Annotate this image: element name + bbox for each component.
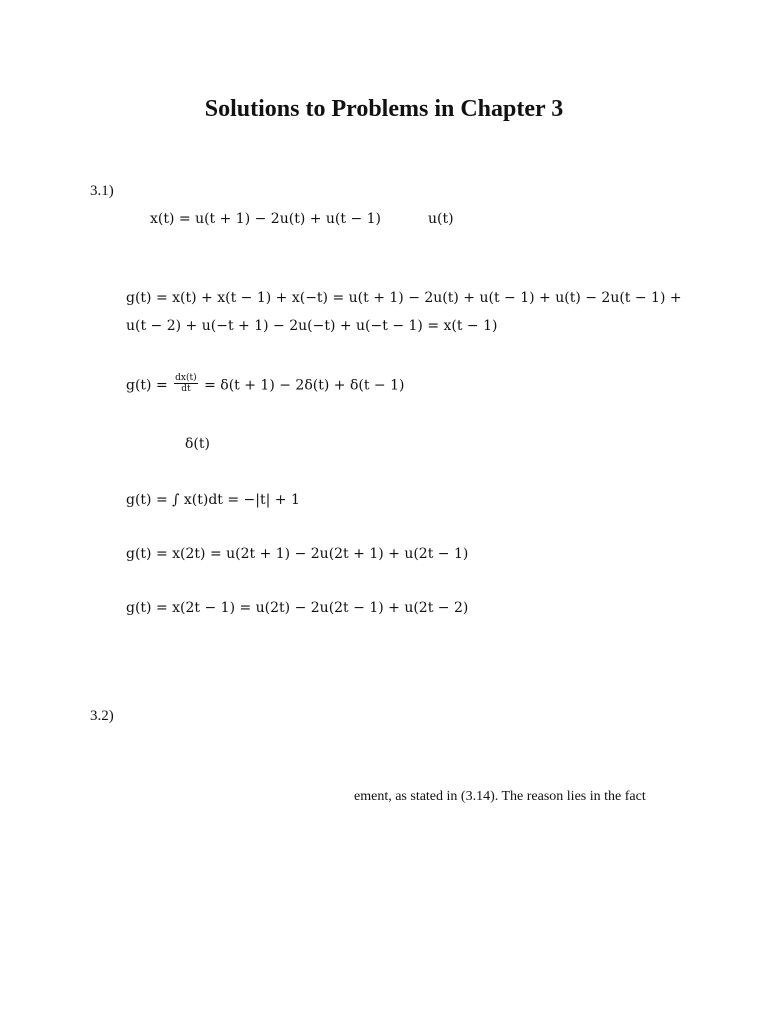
fraction-denominator: dt [181, 384, 191, 394]
derivative-rhs: = δ(t + 1) − 2δ(t) + δ(t − 1) [204, 377, 405, 394]
equation-time-scaling-shift: g(t) = x(2t − 1) = u(2t) − 2u(2t − 1) + u(2t − 2) [126, 600, 469, 616]
text-fragment: ement, as stated in (3.14). The reason lies in the fact [354, 789, 646, 804]
problem-label: 3.2) [90, 708, 114, 724]
derivative-lhs: g(t) = [126, 377, 168, 394]
equation-unit-step: u(t) [428, 211, 454, 227]
equation-sum-line-2: u(t − 2) + u(−t + 1) − 2u(−t) + u(−t − 1) = x(t − 1) [126, 318, 498, 334]
page-title: Solutions to Problems in Chapter 3 [204, 96, 564, 122]
equation-time-scaling: g(t) = x(2t) = u(2t + 1) − 2u(2t + 1) + u(2t − 1) [126, 546, 469, 562]
derivative-fraction [174, 373, 197, 394]
fraction-numerator: dx(t) [175, 373, 197, 383]
equation-delta-note: δ(t) [185, 436, 210, 452]
equation-derivative [126, 375, 404, 396]
equation-signal-definition: x(t) = u(t + 1) − 2u(t) + u(t − 1) [150, 211, 382, 227]
equation-integral: g(t) = ∫ x(t)dt = −|t| + 1 [126, 492, 300, 508]
problem-label: 3.1) [90, 183, 114, 199]
equation-sum-line-1: g(t) = x(t) + x(t − 1) + x(−t) = u(t + 1) − 2u(t) + u(t − 1) + u(t) − 2u(t − 1) + [126, 290, 682, 306]
